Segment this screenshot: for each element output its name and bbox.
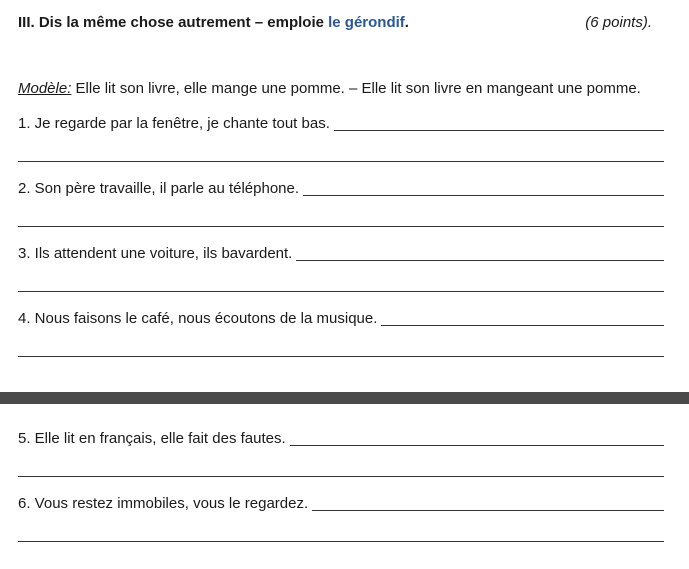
page-divider — [0, 392, 689, 404]
answer-line[interactable] — [334, 114, 664, 131]
model-text: Elle lit son livre, elle mange une pomme. – Elle lit son livre en mangeant une pomme. — [71, 80, 641, 97]
exercise-prompt: 6. Vous restez immobiles, vous le regardez. — [18, 495, 309, 512]
title-highlight: le gérondif — [328, 14, 405, 31]
exercise-6 — [18, 493, 664, 513]
answer-line-continuation[interactable] — [18, 356, 664, 357]
answer-line[interactable] — [290, 429, 664, 446]
exercise-prompt: 2. Son père travaille, il parle au téléphone. — [18, 180, 300, 197]
answer-line-continuation[interactable] — [18, 291, 664, 292]
answer-line-continuation[interactable] — [18, 476, 664, 477]
answer-line[interactable] — [312, 494, 664, 511]
title-prefix: III. Dis la même chose autrement – emploie — [18, 14, 329, 31]
model-label: Modèle: — [18, 80, 72, 97]
exercise-4 — [18, 308, 664, 328]
exercise-header — [18, 14, 652, 36]
exercise-prompt: 1. Je regarde par la fenêtre, je chante tout bas. — [18, 115, 330, 132]
exercise-5 — [18, 428, 664, 448]
answer-line[interactable] — [381, 309, 664, 326]
answer-line-continuation[interactable] — [18, 161, 664, 162]
title-suffix: . — [404, 14, 409, 31]
model-example — [18, 80, 641, 97]
exercise-prompt: 5. Elle lit en français, elle fait des fautes. — [18, 430, 286, 447]
answer-line[interactable] — [303, 179, 664, 196]
answer-line[interactable] — [296, 244, 664, 261]
points-label: (6 points). — [585, 14, 652, 31]
exercise-prompt: 4. Nous faisons le café, nous écoutons de la musique. — [18, 310, 378, 327]
exercise-2 — [18, 178, 664, 198]
exercise-prompt: 3. Ils attendent une voiture, ils bavardent. — [18, 245, 293, 262]
answer-line-continuation[interactable] — [18, 541, 664, 542]
answer-line-continuation[interactable] — [18, 226, 664, 227]
exercise-1 — [18, 113, 664, 133]
exercise-title — [18, 14, 409, 31]
exercise-3 — [18, 243, 664, 263]
